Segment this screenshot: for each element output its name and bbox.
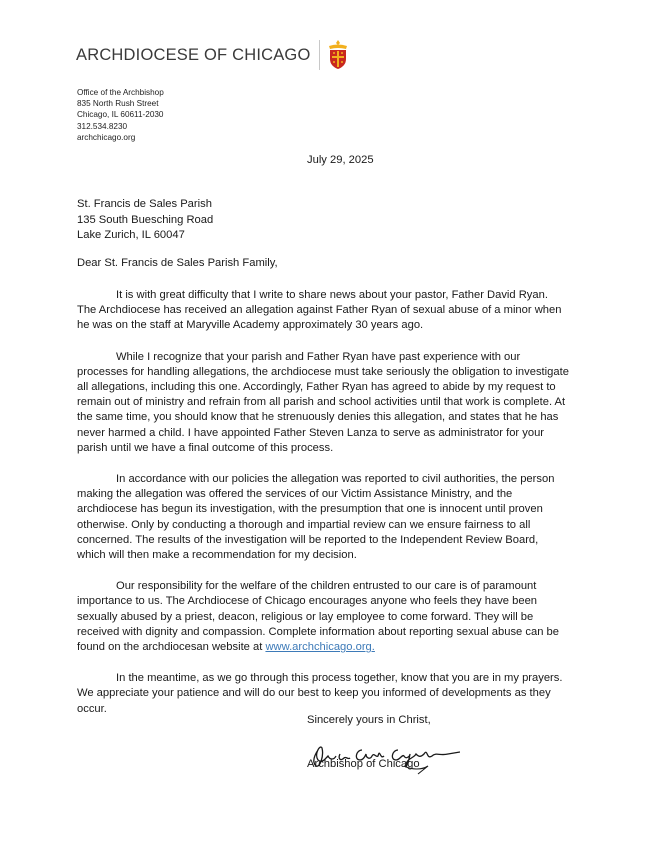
office-line: 312.534.8230 — [77, 121, 128, 131]
letter-body — [77, 288, 569, 733]
office-address-block — [77, 87, 164, 143]
signer-title: Archbishop of Chicago — [307, 758, 420, 770]
body-paragraph: While I recognize that your parish and Father Ryan have past experience with our processes for handling allegations, the archdiocese must take seriously the obligation to investigate all allegations, including this one. Accordingly, Father Ryan has agreed to abide by my request to remain out of ministry and refrain from all parish and school activities until that work is complete. At the same time, you should know that he strenuously denies this allegation, and states that he has never harmed a child. I have appointed Father Steven Lanza to serve as administrator for your parish until we have a final outcome of this process. — [77, 350, 569, 454]
recipient-line: Lake Zurich, IL 60047 — [77, 229, 185, 242]
letterhead-title: ARCHDIOCESE OF CHICAGO — [76, 45, 311, 64]
signature-image — [300, 736, 460, 778]
letterhead-divider — [319, 40, 320, 70]
body-paragraph: In accordance with our policies the allegation was reported to civil authorities, the person making the allegation was offered the services of our Victim Assistance Ministry, and the archdiocese has begun its investigation, with the presumption that one is innocent until proven otherwise. Only by conducting a thorough and impartial review can we ensure fairness to all concerned. The results of the investigation will be reported to the Independent Review Board, which will then make a recommendation for my decision. — [77, 473, 555, 562]
website-link[interactable]: www.archchicago.org. — [265, 641, 375, 654]
body-paragraph: In the meantime, as we go through this process together, know that you are in my prayers. We appreciate your patience and will do our best to keep you informed of developments as they occur. — [77, 672, 563, 715]
archdiocese-crest-icon — [327, 40, 349, 70]
recipient-line: 135 South Buesching Road — [77, 213, 214, 226]
office-line: Office of the Archbishop — [77, 88, 164, 97]
office-line: Chicago, IL 60611-2030 — [77, 110, 164, 120]
recipient-address — [77, 197, 213, 244]
letterhead — [76, 38, 349, 72]
office-line: 835 North Rush Street — [77, 99, 159, 109]
body-paragraph-text: Our responsibility for the welfare of the children entrusted to our care is of paramount importance to us. The Archdiocese of Chicago encourages anyone who feels they have been sexually abused by a priest, deacon, religious or lay employee to come forward. They will be received with dignity and compassion. Complete information about reporting sexual abuse can be found on the archdiocesan website at — [77, 580, 559, 654]
body-paragraph — [77, 579, 569, 655]
letter-date: July 29, 2025 — [307, 154, 374, 166]
office-line: archchicago.org — [77, 132, 136, 142]
closing: Sincerely yours in Christ, — [307, 714, 431, 726]
recipient-line: St. Francis de Sales Parish — [77, 198, 212, 210]
salutation: Dear St. Francis de Sales Parish Family, — [77, 257, 278, 269]
body-paragraph: It is with great difficulty that I write to share news about your pastor, Father David Ryan. The Archdiocese has received an allegation against Father Ryan of sexual abuse of a minor when he was on the staff at Maryville Academy approximately 30 years ago. — [77, 289, 562, 332]
